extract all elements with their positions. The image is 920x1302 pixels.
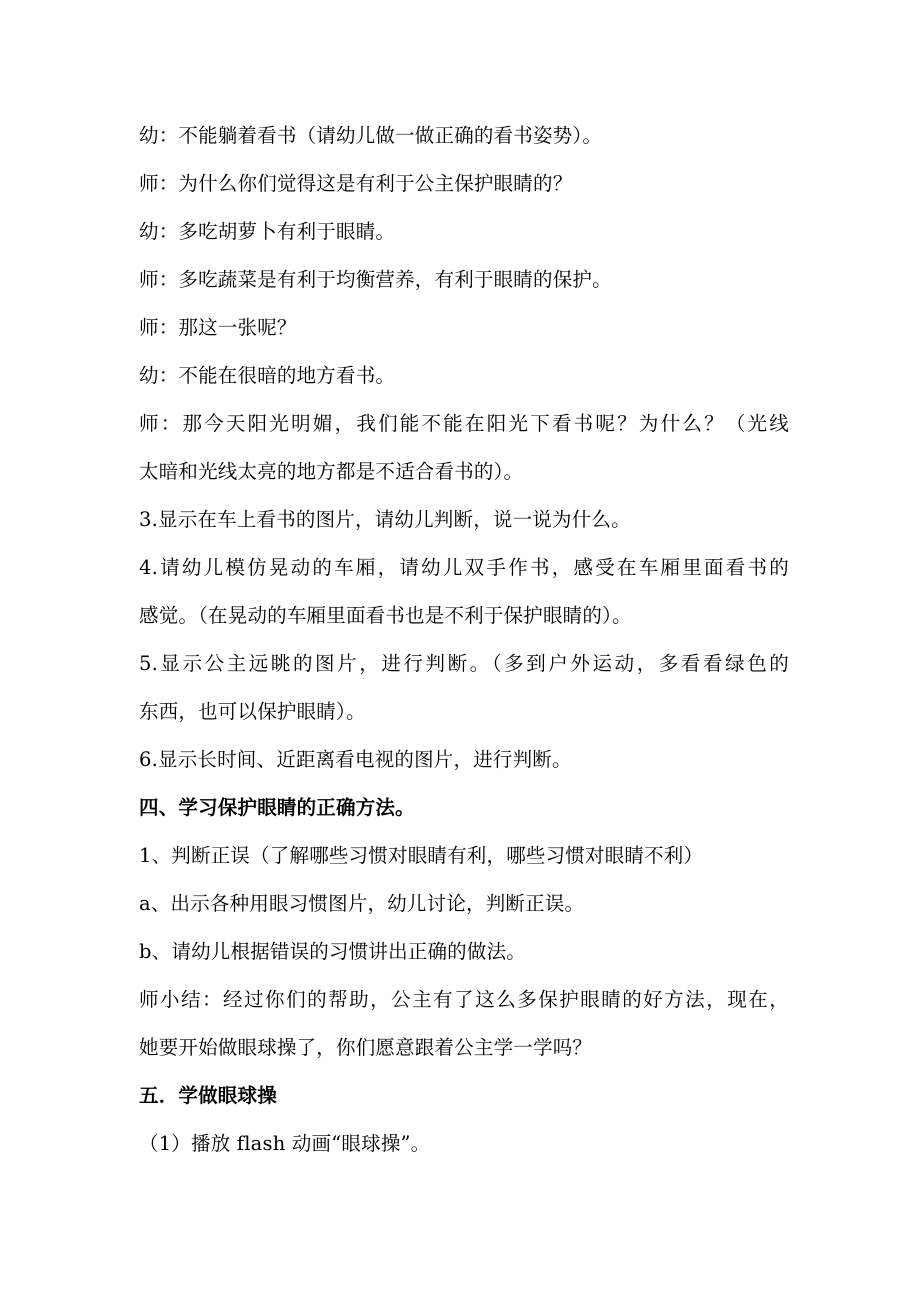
section-heading: 四、学习保护眼睛的正确方法。 xyxy=(139,796,415,819)
text-line: 幼：多吃胡萝卜有利于眼睛。 xyxy=(139,220,396,243)
text-line: 幼：不能在很暗的地方看书。 xyxy=(139,364,396,387)
text-line: 师：那今天阳光明媚，我们能不能在阳光下看书呢？为什么？（光线 xyxy=(139,412,789,435)
text-line: 师：为什么你们觉得这是有利于公主保护眼睛的？ xyxy=(139,172,573,195)
text-line: 幼：不能躺着看书（请幼儿做一做正确的看书姿势）。 xyxy=(139,124,603,147)
text-line: 感觉。（在晃动的车厢里面看书也是不利于保护眼睛的）。 xyxy=(139,604,632,627)
text-line: 东西，也可以保护眼睛）。 xyxy=(139,700,366,723)
text-line: 师：那这一张呢？ xyxy=(139,316,297,339)
text-line: a、出示各种用眼习惯图片，幼儿讨论，判断正误。 xyxy=(139,892,585,915)
text-line: 师：多吃蔬菜是有利于均衡营养，有利于眼睛的保护。 xyxy=(139,268,612,291)
text-line: b、请幼儿根据错误的习惯讲出正确的做法。 xyxy=(139,940,526,963)
text-line: 6.显示长时间、近距离看电视的图片，进行判断。 xyxy=(139,748,572,771)
text-line: 4.请幼儿模仿晃动的车厢，请幼儿双手作书，感受在车厢里面看书的 xyxy=(139,556,789,579)
text-line: 太暗和光线太亮的地方都是不适合看书的）。 xyxy=(139,460,524,483)
text-line: 5.显示公主远眺的图片，进行判断。（多到户外运动，多看看绿色的 xyxy=(139,652,789,675)
text-line: 她要开始做眼球操了，你们愿意跟着公主学一学吗？ xyxy=(139,1036,593,1059)
text-line: （1）播放 flash 动画“眼球操”。 xyxy=(139,1132,431,1155)
text-line: 师小结：经过你们的帮助，公主有了这么多保护眼睛的好方法，现在， xyxy=(139,988,789,1011)
section-heading: 五．学做眼球操 xyxy=(139,1084,277,1107)
text-line: 1、判断正误（了解哪些习惯对眼睛有利，哪些习惯对眼睛不利） xyxy=(139,844,704,867)
text-line: 3.显示在车上看书的图片，请幼儿判断，说一说为什么。 xyxy=(139,508,631,531)
